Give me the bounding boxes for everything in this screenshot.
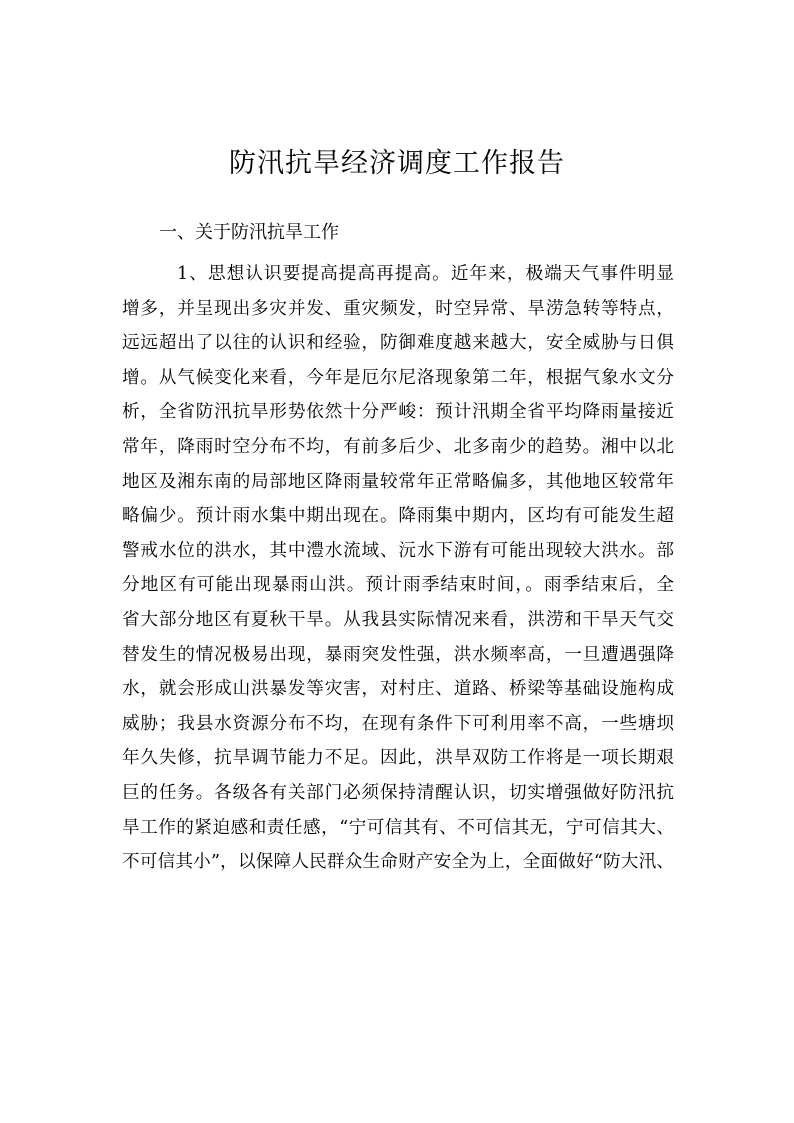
document-title: 防汛抗旱经济调度工作报告 xyxy=(229,148,565,179)
paragraph-line: 水，就会形成山洪暴发等灾害，对村庄、道路、桥梁等基础设施构成 xyxy=(122,679,674,700)
paragraph-line: 常年，降雨时空分布不均，有前多后少、北多南少的趋势。湘中以北 xyxy=(122,437,674,457)
paragraph-line: 分地区有可能出现暴雨山洪。预计雨季结束时间，。雨季结束后，全 xyxy=(122,575,674,596)
paragraph-line: 略偏少。预计雨水集中期出现在。降雨集中期内，区均有可能发生超 xyxy=(122,506,674,527)
paragraph-line: 不可信其小”，以保障人民群众生命财产安全为上，全面做好“防大汛、 xyxy=(122,852,674,873)
paragraph-line: 地区及湘东南的局部地区降雨量较常年正常略偏多，其他地区较常年 xyxy=(122,471,674,492)
paragraph-line: 巨的任务。各级各有关部门必须保持清醒认识，切实增强做好防汛抗 xyxy=(122,783,674,803)
paragraph-line: 年久失修，抗旱调节能力不足。因此，洪旱双防工作将是一项长期艰 xyxy=(122,748,674,769)
paragraph-line: 1、思想认识要提高提高再提高。近年来，极端天气事件明显 xyxy=(177,264,674,284)
paragraph-line: 析，全省防汛抗旱形势依然十分严峻：预计汛期全省平均降雨量接近 xyxy=(122,402,674,423)
paragraph-line: 省大部分地区有夏秋干旱。从我县实际情况来看，洪涝和干旱天气交 xyxy=(122,610,674,630)
paragraph-line: 远远超出了以往的认识和经验，防御难度越来越大，安全威胁与日俱 xyxy=(122,333,674,354)
section-heading: 一、关于防汛抗旱工作 xyxy=(159,222,339,243)
paragraph-line: 警戒水位的洪水，其中澧水流域、沅水下游有可能出现较大洪水。部 xyxy=(122,540,674,561)
paragraph-line: 威胁；我县水资源分布不均，在现有条件下可利用率不高，一些塘坝 xyxy=(122,713,674,734)
paragraph-line: 增多，并呈现出多灾并发、重灾频发，时空异常、旱涝急转等特点， xyxy=(122,298,674,319)
paragraph-line: 增。从气候变化来看，今年是厄尔尼洛现象第二年，根据气象水文分 xyxy=(122,367,674,388)
paragraph-line: 旱工作的紧迫感和责任感，“宁可信其有、不可信其无，宁可信其大、 xyxy=(122,817,674,838)
paragraph-line: 替发生的情况极易出现，暴雨突发性强，洪水频率高，一旦遭遇强降 xyxy=(122,644,674,665)
